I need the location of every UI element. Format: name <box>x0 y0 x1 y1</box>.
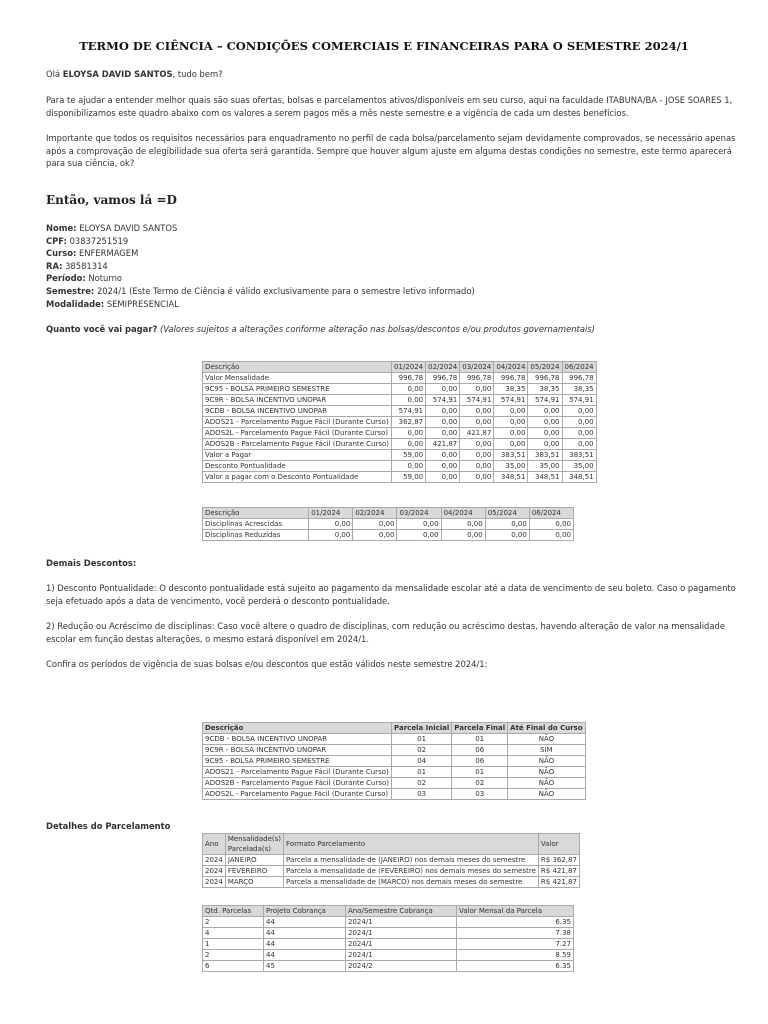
student-info-course <box>46 247 736 260</box>
table-cell: 01 <box>452 734 508 745</box>
column-header: 01/2024 <box>392 362 426 373</box>
table-cell: Parcela a mensalidade de (MARCO) nos demais meses do semestre <box>284 877 539 888</box>
table-cell: 0,00 <box>426 384 460 395</box>
table-cell: 0,00 <box>441 530 485 541</box>
table-cell: 0,00 <box>309 530 353 541</box>
table-row <box>203 950 574 961</box>
table-row <box>203 767 586 778</box>
table-cell: 9C95 - BOLSA PRIMEIRO SEMESTRE <box>203 384 392 395</box>
other-discounts-paragraph-3: Confira os períodos de vigência de suas bolsas e/ou descontos que estão válidos neste semestre 2024/1: <box>46 659 488 669</box>
table-cell: 0,00 <box>485 530 529 541</box>
table-row <box>203 472 597 483</box>
how-much-note: (Valores sujeitos a alterações conforme alteração nas bolsas/descontos e/ou produtos governamentais) <box>157 324 595 334</box>
table-cell: NÃO <box>508 756 585 767</box>
table-cell: 0,00 <box>528 406 562 417</box>
table-cell: 574,91 <box>494 395 528 406</box>
table-cell: 348,51 <box>494 472 528 483</box>
field-label: Período: <box>46 273 86 284</box>
other-discounts-paragraph-2: 2) Redução ou Acréscimo de disciplinas: Caso você altere o quadro de disciplinas, com redução ou acréscimo destas, havendo alteração de valor na mensalidade escolar em função destas alterações, o mesmo estará disponível em 2024/1. <box>46 621 725 644</box>
table-cell: 0,00 <box>392 461 426 472</box>
table-cell: 35,00 <box>562 461 596 472</box>
table-cell: 574,91 <box>528 395 562 406</box>
table-cell: 0,00 <box>460 384 494 395</box>
table-cell: 9C95 - BOLSA PRIMEIRO SEMESTRE <box>203 756 392 767</box>
table-cell: 574,91 <box>426 395 460 406</box>
table-cell: 362,87 <box>392 417 426 428</box>
installment-details-table <box>202 833 580 888</box>
table-header-row <box>203 834 580 855</box>
table-cell: 0,00 <box>426 450 460 461</box>
field-value: 2024/1 (Este Termo de Ciência é válido exclusivamente para o semestre letivo informado) <box>94 285 475 296</box>
table-cell: 0,00 <box>353 530 397 541</box>
field-value: ELOYSA DAVID SANTOS <box>76 223 178 233</box>
table-cell: 8.59 <box>457 950 574 961</box>
table-row <box>203 789 586 800</box>
table-cell: 2 <box>203 950 264 961</box>
table-cell: 02 <box>392 745 452 756</box>
table-cell: R$ 362,87 <box>538 855 579 866</box>
table-cell: 03 <box>392 789 452 800</box>
table-row <box>203 939 574 950</box>
table-cell: 996,78 <box>392 373 426 384</box>
table-cell: 38,35 <box>494 384 528 395</box>
column-header: 04/2024 <box>441 508 485 519</box>
table-cell: 0,00 <box>426 406 460 417</box>
table-cell: 2 <box>203 917 264 928</box>
table-cell: Parcela a mensalidade de (FEVEREIRO) nos demais meses do semestre <box>284 866 539 877</box>
table-cell: 2024 <box>203 866 226 877</box>
student-info-ra <box>46 260 736 273</box>
table-cell: 0,00 <box>485 519 529 530</box>
table-cell: FEVEREIRO <box>225 866 283 877</box>
column-header: 05/2024 <box>528 362 562 373</box>
table-row <box>203 461 597 472</box>
table-cell: 574,91 <box>392 406 426 417</box>
column-header: 03/2024 <box>460 362 494 373</box>
table-cell: 6 <box>203 961 264 972</box>
greeting-suffix: , tudo bem? <box>172 69 223 79</box>
table-cell: 0,00 <box>426 417 460 428</box>
table-cell: 421,87 <box>426 439 460 450</box>
table-cell: 01 <box>452 767 508 778</box>
monthly-values-table <box>202 361 597 483</box>
table-cell: 01 <box>392 734 452 745</box>
table-cell: 7.38 <box>457 928 574 939</box>
table-cell: NÃO <box>508 734 585 745</box>
column-header: 02/2024 <box>426 362 460 373</box>
table-cell: 0,00 <box>460 406 494 417</box>
table-cell: 0,00 <box>562 428 596 439</box>
table-cell: R$ 421,87 <box>538 877 579 888</box>
table-cell: 06 <box>452 745 508 756</box>
table-cell: ADOS21 - Parcelamento Pague Fácil (Durante Curso) <box>203 767 392 778</box>
student-info-period <box>46 272 736 285</box>
table-cell: 2024/2 <box>346 961 457 972</box>
table-cell: 59,00 <box>392 472 426 483</box>
table-row <box>203 384 597 395</box>
table-cell: Disciplinas Acrescidas <box>203 519 309 530</box>
student-info-semester <box>46 285 736 298</box>
table-cell: 0,00 <box>494 417 528 428</box>
other-discounts-heading: Demais Descontos: <box>46 558 137 568</box>
table-cell: 0,00 <box>460 439 494 450</box>
table-cell: 0,00 <box>353 519 397 530</box>
table-cell: 996,78 <box>562 373 596 384</box>
table-cell: 0,00 <box>528 417 562 428</box>
table-cell: ADOS2L - Parcelamento Pague Fácil (Durante Curso) <box>203 428 392 439</box>
column-header: Parcela Final <box>452 723 508 734</box>
table-cell: 0,00 <box>528 428 562 439</box>
validity-periods-table <box>202 722 586 800</box>
table-cell: 9C9R - BOLSA INCENTIVO UNOPAR <box>203 745 392 756</box>
student-info-name <box>46 222 736 235</box>
table-row <box>203 395 597 406</box>
table-cell: 0,00 <box>529 530 573 541</box>
field-value: SEMIPRESENCIAL <box>104 298 179 309</box>
table-cell: 996,78 <box>494 373 528 384</box>
table-cell: 35,00 <box>528 461 562 472</box>
table-row <box>203 961 574 972</box>
table-header-row <box>203 906 574 917</box>
table-cell: 6.35 <box>457 917 574 928</box>
table-cell: 2024 <box>203 877 226 888</box>
column-header: Descrição <box>203 362 392 373</box>
table-cell: 44 <box>264 928 346 939</box>
how-much-label: Quanto você vai pagar? <box>46 324 158 334</box>
greeting <box>46 68 736 81</box>
table-cell: 0,00 <box>529 519 573 530</box>
table-header-row <box>203 508 574 519</box>
intro-paragraph-2: Importante que todos os requisitos necessários para enquadramento no perfil de cada bolsa/parcelamento sejam devidamente comprovados, se necessário apenas após a comprovação de elegibilidade sua oferta será garantida. Sempre que houver algum ajuste em alguma destas condições no semestre, este termo aparecerá para sua ciência, ok? <box>46 133 736 169</box>
table-cell: NÃO <box>508 767 585 778</box>
table-cell: ADOS2L - Parcelamento Pague Fácil (Durante Curso) <box>203 789 392 800</box>
table-cell: 2024/1 <box>346 950 457 961</box>
column-header: Projeto Cobrança <box>264 906 346 917</box>
table-cell: 02 <box>452 778 508 789</box>
field-value: Noturno <box>85 273 123 284</box>
column-header: Mensalidade(s) Parcelada(s) <box>225 834 283 855</box>
greeting-name: ELOYSA DAVID SANTOS <box>62 69 173 79</box>
table-cell: Valor a Pagar <box>203 450 392 461</box>
table-cell: 574,91 <box>562 395 596 406</box>
table-cell: 348,51 <box>528 472 562 483</box>
column-header: Valor Mensal da Parcela <box>457 906 574 917</box>
field-label: CPF: <box>46 235 67 246</box>
field-label: Modalidade: <box>46 298 105 309</box>
table-cell: 996,78 <box>460 373 494 384</box>
table-row <box>203 439 597 450</box>
table-cell: 0,00 <box>392 384 426 395</box>
table-cell: 45 <box>264 961 346 972</box>
field-value: 38581314 <box>62 260 108 271</box>
table-cell: 9CDB - BOLSA INCENTIVO UNOPAR <box>203 734 392 745</box>
column-header: Qtd. Parcelas <box>203 906 264 917</box>
column-header: 01/2024 <box>309 508 353 519</box>
table-cell: 38,35 <box>562 384 596 395</box>
table-cell: 383,51 <box>494 450 528 461</box>
student-info-modality <box>46 298 736 311</box>
table-cell: 01 <box>392 767 452 778</box>
table-cell: Parcela a mensalidade de (JANEIRO) nos demais meses do semestre <box>284 855 539 866</box>
table-row <box>203 373 597 384</box>
column-header: 02/2024 <box>353 508 397 519</box>
table-cell: 02 <box>392 778 452 789</box>
table-cell: 7.27 <box>457 939 574 950</box>
table-cell: ADOS2B - Parcelamento Pague Fácil (Durante Curso) <box>203 439 392 450</box>
table-cell: 383,51 <box>562 450 596 461</box>
charges-table <box>202 905 574 972</box>
student-info <box>46 222 736 310</box>
column-header: Descrição <box>203 508 309 519</box>
table-cell: 04 <box>392 756 452 767</box>
table-cell: 0,00 <box>392 428 426 439</box>
table-cell: 0,00 <box>441 519 485 530</box>
column-header: 04/2024 <box>494 362 528 373</box>
field-label: RA: <box>46 260 63 271</box>
table-cell: 44 <box>264 950 346 961</box>
table-cell: 0,00 <box>460 417 494 428</box>
table-cell: 0,00 <box>562 417 596 428</box>
table-cell: 9CDB - BOLSA INCENTIVO UNOPAR <box>203 406 392 417</box>
table-cell: 9C9R - BOLSA INCENTIVO UNOPAR <box>203 395 392 406</box>
greeting-prefix: Olá <box>46 69 63 79</box>
table-cell: MARÇO <box>225 877 283 888</box>
table-cell: 03 <box>452 789 508 800</box>
table-row <box>203 855 580 866</box>
table-cell: Valor a pagar com o Desconto Pontualidade <box>203 472 392 483</box>
table-row <box>203 519 574 530</box>
table-cell: 4 <box>203 928 264 939</box>
table-cell: 1 <box>203 939 264 950</box>
table-cell: 0,00 <box>392 395 426 406</box>
table-row <box>203 756 586 767</box>
table-row <box>203 928 574 939</box>
table-cell: 2024/1 <box>346 939 457 950</box>
table-cell: 35,00 <box>494 461 528 472</box>
table-cell: 0,00 <box>426 472 460 483</box>
column-header: Descrição <box>203 723 392 734</box>
table-cell: 2024/1 <box>346 917 457 928</box>
table-cell: R$ 421,87 <box>538 866 579 877</box>
table-cell: 0,00 <box>494 406 528 417</box>
table-header-row <box>203 723 586 734</box>
installment-details-heading: Detalhes do Parcelamento <box>46 821 171 831</box>
table-cell: 0,00 <box>494 428 528 439</box>
table-cell: 0,00 <box>397 530 441 541</box>
table-row <box>203 428 597 439</box>
column-header: 06/2024 <box>529 508 573 519</box>
table-cell: 38,35 <box>528 384 562 395</box>
table-cell: 0,00 <box>460 461 494 472</box>
student-info-cpf <box>46 235 736 248</box>
table-row <box>203 745 586 756</box>
table-cell: 0,00 <box>494 439 528 450</box>
field-label: Curso: <box>46 248 77 259</box>
table-cell: 421,87 <box>460 428 494 439</box>
column-header: Ano/Semestre Cobrança <box>346 906 457 917</box>
table-cell: 6.35 <box>457 961 574 972</box>
column-header: Valor <box>538 834 579 855</box>
table-row <box>203 866 580 877</box>
table-cell: Desconto Pontualidade <box>203 461 392 472</box>
table-header-row <box>203 362 597 373</box>
table-cell: 0,00 <box>528 439 562 450</box>
column-header: Formato Parcelamento <box>284 834 539 855</box>
table-row <box>203 917 574 928</box>
table-cell: JANEIRO <box>225 855 283 866</box>
how-much-line <box>46 323 736 336</box>
table-row <box>203 406 597 417</box>
intro-paragraph-1: Para te ajudar a entender melhor quais são suas ofertas, bolsas e parcelamentos ativos/disponíveis em seu curso, aqui na faculdade ITABUNA/BA - JOSE SOARES 1, disponibilizamos este quadro abaixo com os valores a serem pagos mês a mês neste semestre e a vigência de cada um destes benefícios. <box>46 95 733 118</box>
column-header: 03/2024 <box>397 508 441 519</box>
table-cell: ADOS2B - Parcelamento Pague Fácil (Durante Curso) <box>203 778 392 789</box>
table-cell: 0,00 <box>460 450 494 461</box>
disciplines-table <box>202 507 574 541</box>
field-label: Nome: <box>46 223 77 233</box>
section-subtitle: Então, vamos lá =D <box>46 193 177 207</box>
table-cell: 06 <box>452 756 508 767</box>
table-row <box>203 450 597 461</box>
table-row <box>203 734 586 745</box>
table-cell: 574,91 <box>460 395 494 406</box>
table-cell: 0,00 <box>562 406 596 417</box>
table-cell: SIM <box>508 745 585 756</box>
table-cell: ADOS21 - Parcelamento Pague Fácil (Durante Curso) <box>203 417 392 428</box>
table-cell: 0,00 <box>426 428 460 439</box>
column-header: 06/2024 <box>562 362 596 373</box>
table-cell: 996,78 <box>528 373 562 384</box>
table-row <box>203 778 586 789</box>
table-cell: 383,51 <box>528 450 562 461</box>
field-value: ENFERMAGEM <box>76 248 139 259</box>
document-title: TERMO DE CIÊNCIA – CONDIÇÕES COMERCIAIS E FINANCEIRAS PARA O SEMESTRE 2024/1 <box>79 39 689 53</box>
column-header: 05/2024 <box>485 508 529 519</box>
table-row <box>203 530 574 541</box>
table-cell: 0,00 <box>309 519 353 530</box>
table-cell: 59,00 <box>392 450 426 461</box>
table-cell: 0,00 <box>397 519 441 530</box>
table-cell: NÃO <box>508 778 585 789</box>
table-cell: 44 <box>264 939 346 950</box>
table-cell: 44 <box>264 917 346 928</box>
table-cell: 0,00 <box>426 461 460 472</box>
column-header: Até Final do Curso <box>508 723 585 734</box>
table-cell: 996,78 <box>426 373 460 384</box>
table-cell: 0,00 <box>460 472 494 483</box>
table-cell: 348,51 <box>562 472 596 483</box>
column-header: Ano <box>203 834 226 855</box>
column-header: Parcela Inicial <box>392 723 452 734</box>
field-value: 03837251519 <box>66 235 129 246</box>
field-label: Semestre: <box>46 285 95 296</box>
table-cell: NÃO <box>508 789 585 800</box>
table-cell: 0,00 <box>562 439 596 450</box>
table-row <box>203 877 580 888</box>
other-discounts-paragraph-1: 1) Desconto Pontualidade: O desconto pontualidade está sujeito ao pagamento da mensalidade escolar até a data de vencimento de seu boleto. Caso o pagamento seja efetuado após a data de vencimento, você perderá o desconto pontualidade. <box>46 583 736 606</box>
table-cell: 2024 <box>203 855 226 866</box>
table-cell: 0,00 <box>392 439 426 450</box>
table-row <box>203 417 597 428</box>
table-cell: Valor Mensalidade <box>203 373 392 384</box>
table-cell: 2024/1 <box>346 928 457 939</box>
table-cell: Disciplinas Reduzidas <box>203 530 309 541</box>
